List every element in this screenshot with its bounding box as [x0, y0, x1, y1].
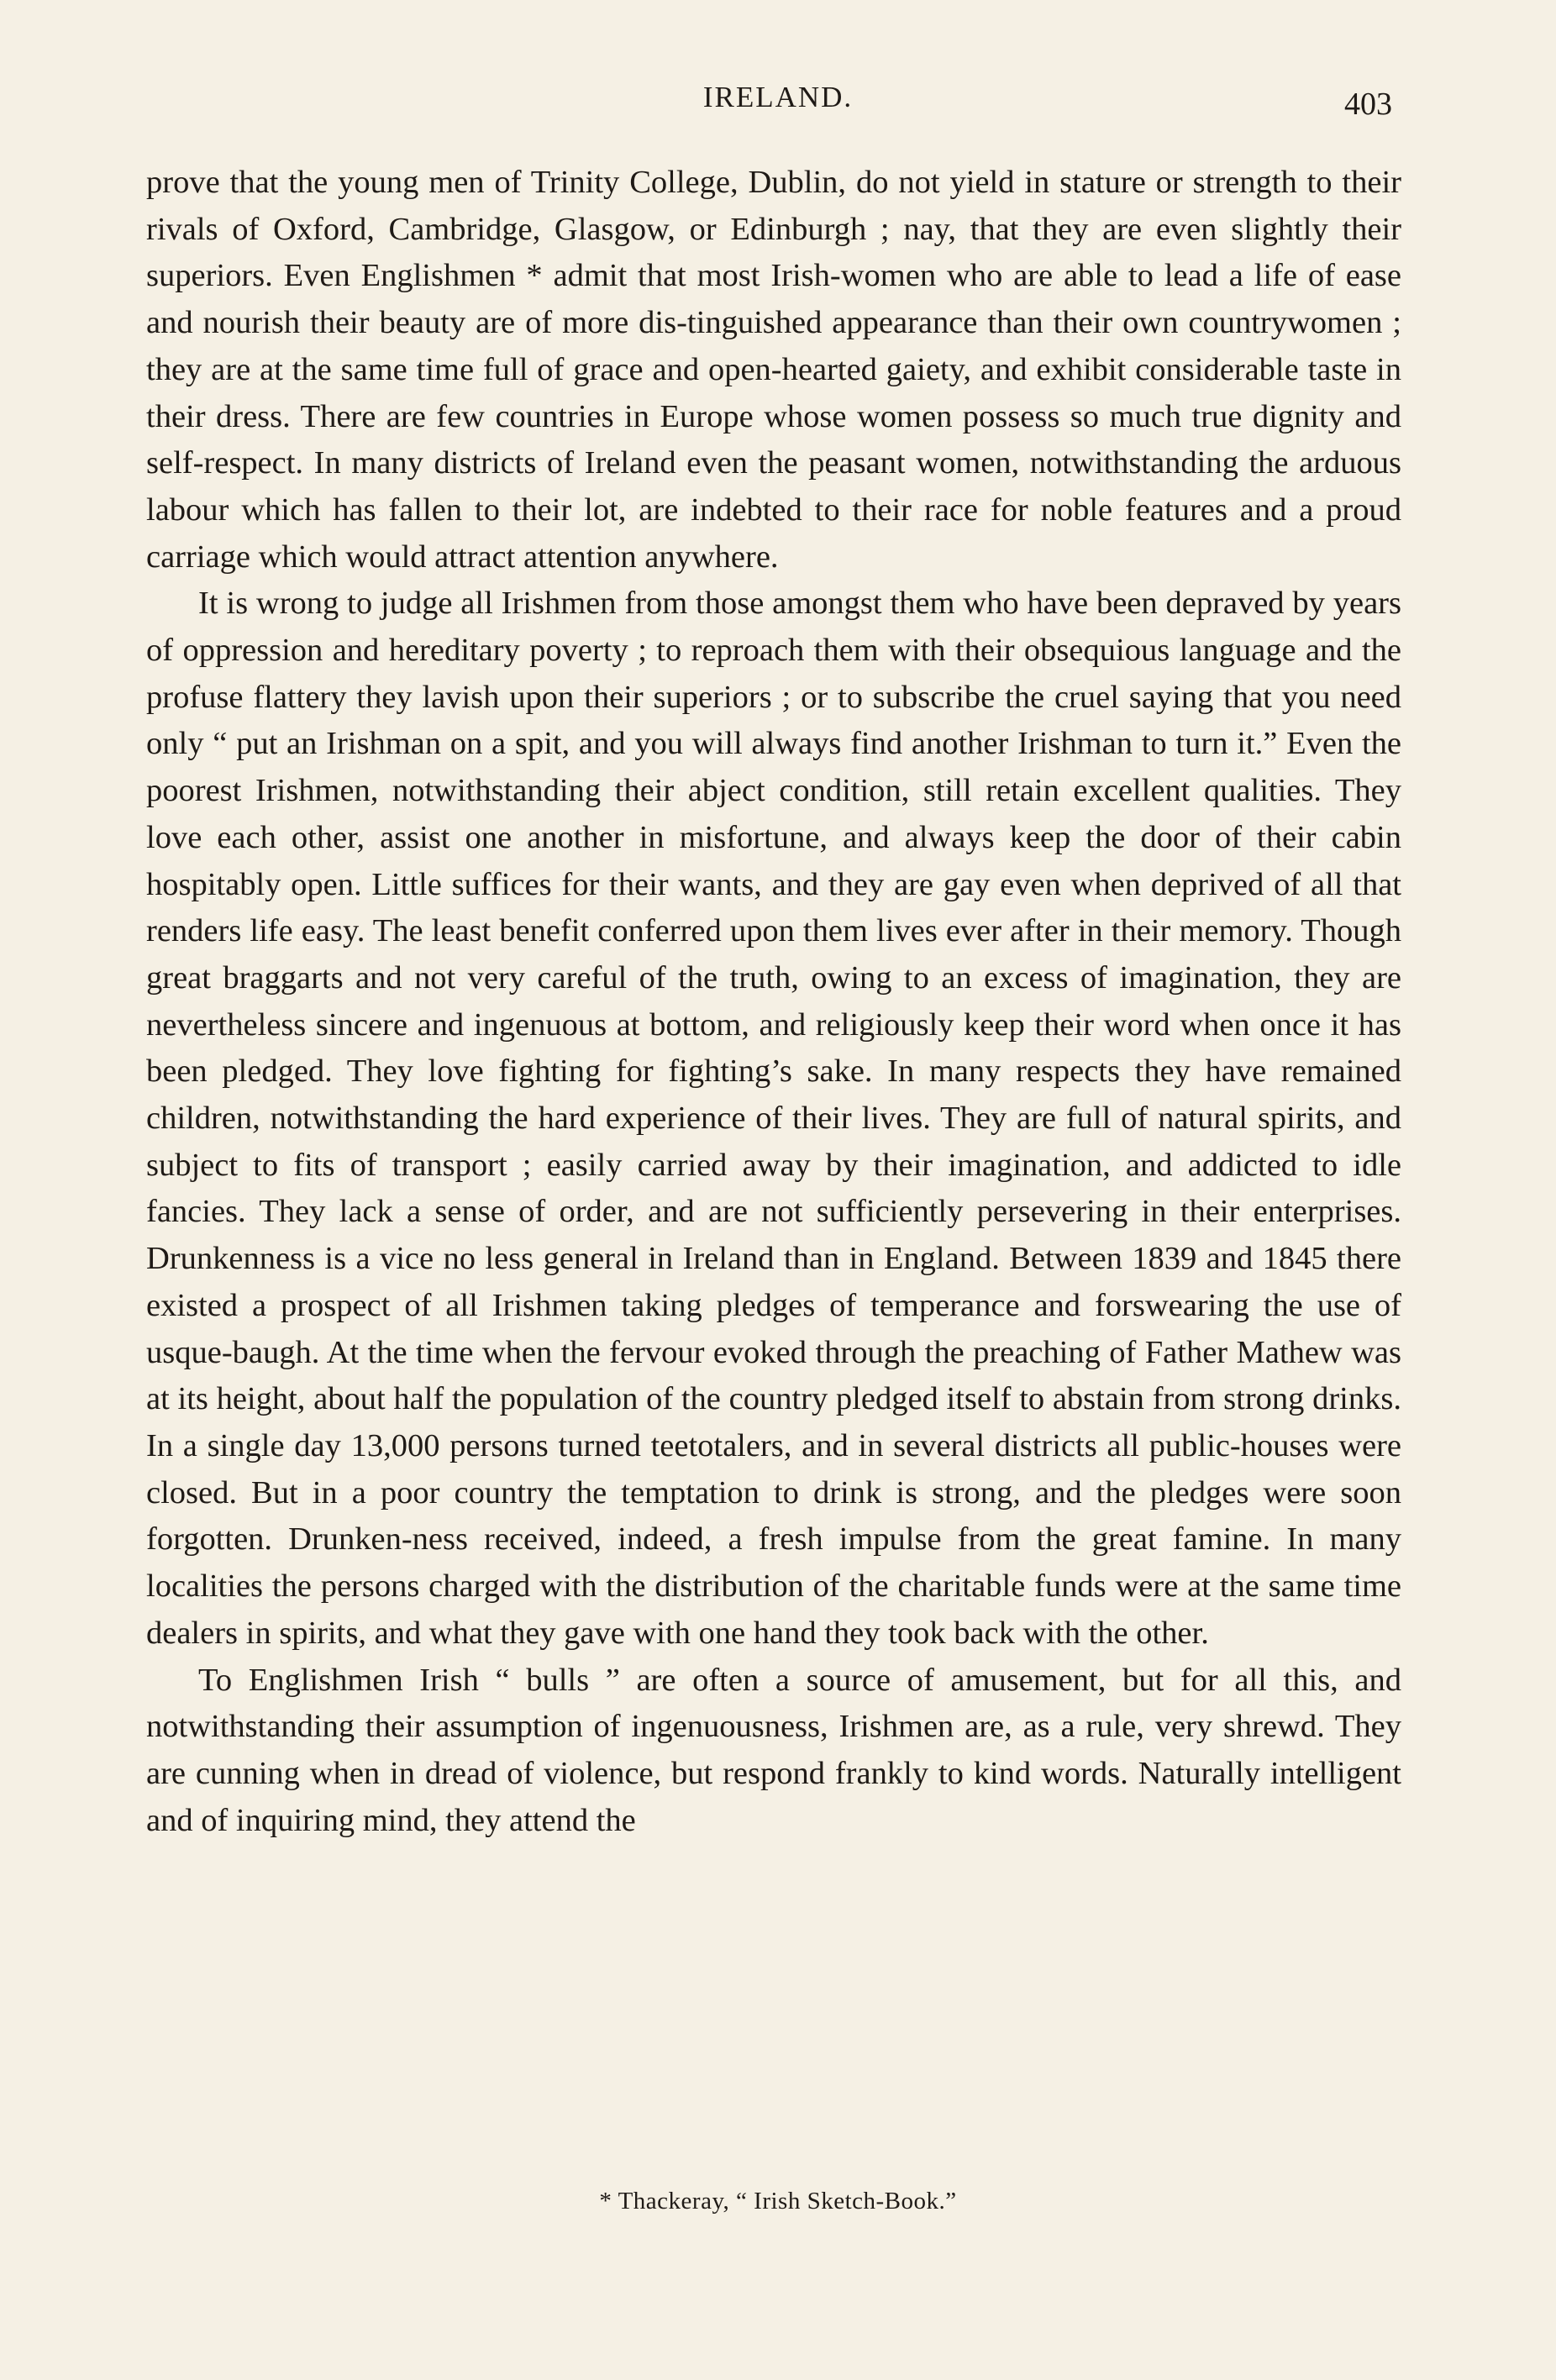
paragraph: It is wrong to judge all Irishmen from those amongst them who have been depraved by years of oppression and hereditary poverty ; to reproach them with their obsequious language and the profuse flattery they lavish upon their superiors ; or to subscribe the cruel saying that you need only “ put an Irishman on a spit, and you will always find another Irishman to turn it.” Even the poorest Irishmen, notwithstanding their abject condition, still retain excellent qualities. They love each other, assist one another in misfortune, and always keep the door of their cabin hospitably open. Little suffices for their wants, and they are gay even when deprived of all that renders life easy. The least benefit conferred upon them lives ever after in their memory. Though great braggarts and not very careful of the truth, owing to an excess of imagination, they are nevertheless sincere and ingenuous at bottom, and religiously keep their word when once it has been pledged. They love fighting for fighting’s sake. In many respects they have remained children, notwithstanding the hard experience of their lives. They are full of natural spirits, and subject to fits of transport ; easily carried away by their imagination, and addicted to idle fancies. They lack a sense of order, and are not sufficiently persevering in their enterprises. Drunkenness is a vice no less general in Ireland than in England. Between 1839 and 1845 there existed a prospect of all Irishmen taking pledges of temperance and forswearing the use of usque-baugh. At the time when the fervour evoked through the preaching of Father Mathew was at its height, about half the population of the country pledged itself to abstain from strong drinks. In a single day 13,000 persons turned teetotalers, and in several districts all public-houses were closed. But in a poor country the temptation to drink is strong, and the pledges were soon forgotten. Drunken-ness received, indeed, a fresh impulse from the great famine. In many localities the persons charged with the distribution of the charitable funds were at the same time dealers in spirits, and what they gave with one hand they took back with the other.	[146, 586, 1401, 1651]
body-text	[146, 160, 1401, 1844]
page-number: 403	[1344, 87, 1392, 122]
paragraph-continued: prove that the young men of Trinity College, Dublin, do not yield in stature or strength to their rivals of Oxford, Cambridge, Glasgow, or Edinburgh ; nay, that they are even slightly their superiors. Even Englishmen * admit that most Irish-women who are able to lead a life of ease and nourish their beauty are of more dis-tinguished appearance than their own countrywomen ; they are at the same time full of grace and open-hearted gaiety, and exhibit considerable taste in their dress. There are few countries in Europe whose women possess so much true dignity and self-respect. In many districts of Ireland even the peasant women, notwithstanding the arduous labour which has fallen to their lot, are indebted to their race for noble features and a proud carriage which would attract attention anywhere.	[146, 165, 1401, 575]
running-title: IRELAND.	[702, 81, 854, 113]
running-head	[0, 81, 1556, 123]
paragraph: To Englishmen Irish “ bulls ” are often a source of amusement, but for all this, and notwithstanding their assumption of ingenuousness, Irishmen are, as a rule, very shrewd. They are cunning when in dread of violence, but respond frankly to kind words. Naturally intelligent and of inquiring mind, they attend the	[146, 1662, 1401, 1838]
footnote: * Thackeray, “ Irish Sketch-Book.”	[599, 2188, 957, 2215]
